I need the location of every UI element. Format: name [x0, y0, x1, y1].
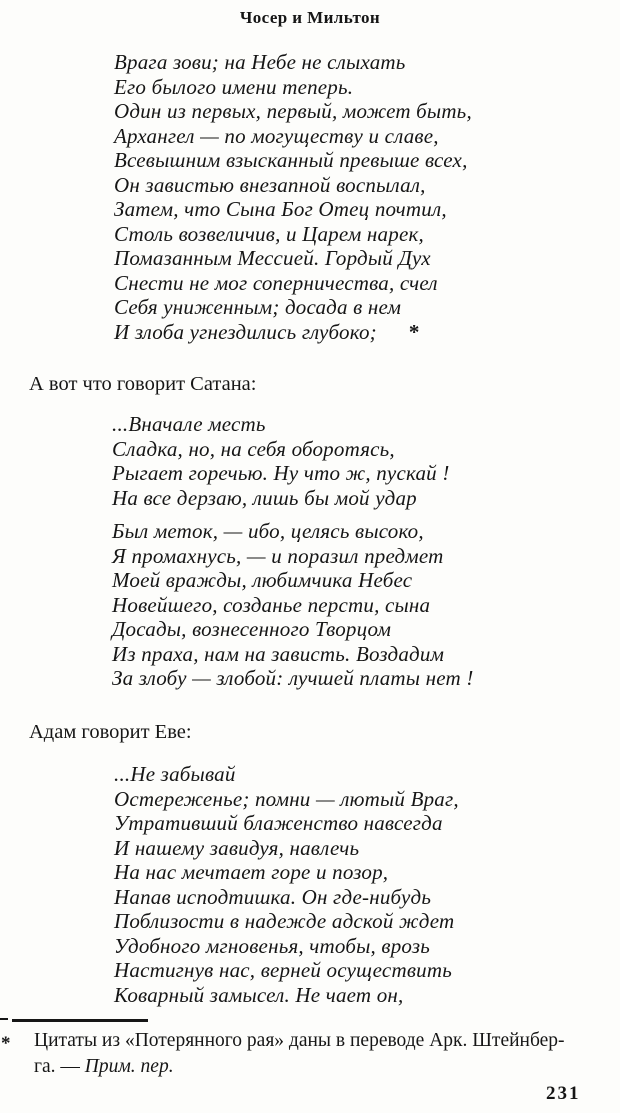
poem-line: Помазанным Мессией. Гордый Дух: [114, 246, 431, 270]
footnote-text: [34, 1028, 600, 1080]
poem-line: Себя униженным; досада в нем: [114, 295, 402, 319]
poem-line: Поблизости в надежде адской ждет: [114, 909, 455, 933]
poem-line: Настигнув нас, верней осуществить: [114, 958, 452, 982]
footnote-separator-dash: [0, 1018, 8, 1020]
page-number: 231: [546, 1083, 581, 1104]
poem-line: Удобного мгновенья, чтобы, врозь: [114, 933, 430, 958]
poem-line: ...Вначале месть: [112, 412, 266, 436]
poem-line: Столь возвеличив, и Царем нарек,: [114, 221, 424, 246]
poem-line: Врага зови; на Небе не слыхать: [114, 50, 406, 74]
poem-line: Сладка, но, на себя оборотясь,: [112, 436, 395, 461]
poem-line: Один из первых, первый, может быть,: [114, 99, 472, 123]
poem-line: Его былого имени теперь.: [114, 74, 354, 99]
footnote-reference-marker: *: [408, 319, 420, 344]
poem-line: На нас мечтает горе и позор,: [114, 860, 389, 884]
poem-line: Напав исподтишка. Он где-нибудь: [114, 884, 432, 909]
poem-line: Снести не мог соперничества, счел: [114, 270, 438, 295]
poem-quote-satan: [112, 412, 474, 691]
poem-line: Рыгает горечью. Ну что ж, пускай !: [112, 461, 450, 485]
prose-intro-satan: А вот что говорит Сатана:: [29, 373, 257, 395]
poem-line: Всевышним взысканный превыше всех,: [114, 148, 468, 172]
footnote-line-italic: Прим. пер.: [84, 1056, 174, 1077]
poem-line: Коварный замысел. Не чает он,: [114, 982, 404, 1007]
footnote-line: Цитаты из «Потерянного рая» даны в переводе Арк. Штейнбер-: [34, 1030, 565, 1051]
footnote: [0, 1028, 600, 1080]
poem-quote-adam: [114, 762, 459, 1007]
footnote-line: [34, 1054, 600, 1080]
footnote-line-regular: га. —: [34, 1056, 85, 1077]
running-header: Чосер и Мильтон: [239, 8, 381, 27]
poem-line: Я промахнусь, — и поразил предмет: [112, 543, 444, 568]
poem-line: Был меток, — ибо, целясь высоко,: [112, 519, 424, 543]
poem-line: Новейшего, созданье персти, сына: [112, 592, 431, 617]
footnote-separator-rule: [12, 1019, 148, 1022]
poem-line-text: И злоба угнездились глубоко;: [114, 319, 377, 344]
poem-line: Остереженье; помни — лютый Враг,: [114, 786, 459, 811]
poem-line: Затем, что Сына Бог Отец почтил,: [114, 197, 447, 221]
poem-line: ...Не забывай: [114, 762, 236, 786]
poem-line: Утративший блаженство навсегда: [114, 811, 443, 835]
footnote-asterisk: *: [1, 1033, 11, 1054]
prose-intro-adam: Адам говорит Еве:: [29, 721, 192, 743]
poem-line: Архангел — по могуществу и славе,: [114, 123, 439, 148]
poem-line: Из праха, нам на зависть. Воздадим: [112, 641, 445, 666]
poem-line: И нашему завидуя, навлечь: [114, 835, 360, 860]
poem-stanza: [112, 519, 474, 691]
poem-line: На все дерзаю, лишь бы мой удар: [112, 485, 417, 510]
poem-line: Досады, вознесенного Творцом: [112, 617, 392, 641]
poem-stanza: [112, 412, 474, 510]
poem-quote-milton-1: [114, 50, 472, 344]
poem-line: Он завистью внезапной воспылал,: [114, 172, 426, 197]
poem-line: [114, 320, 472, 345]
poem-line: Моей вражды, любимчика Небес: [112, 568, 413, 592]
poem-line: За злобу — злобой: лучшей платы нет !: [112, 666, 474, 690]
